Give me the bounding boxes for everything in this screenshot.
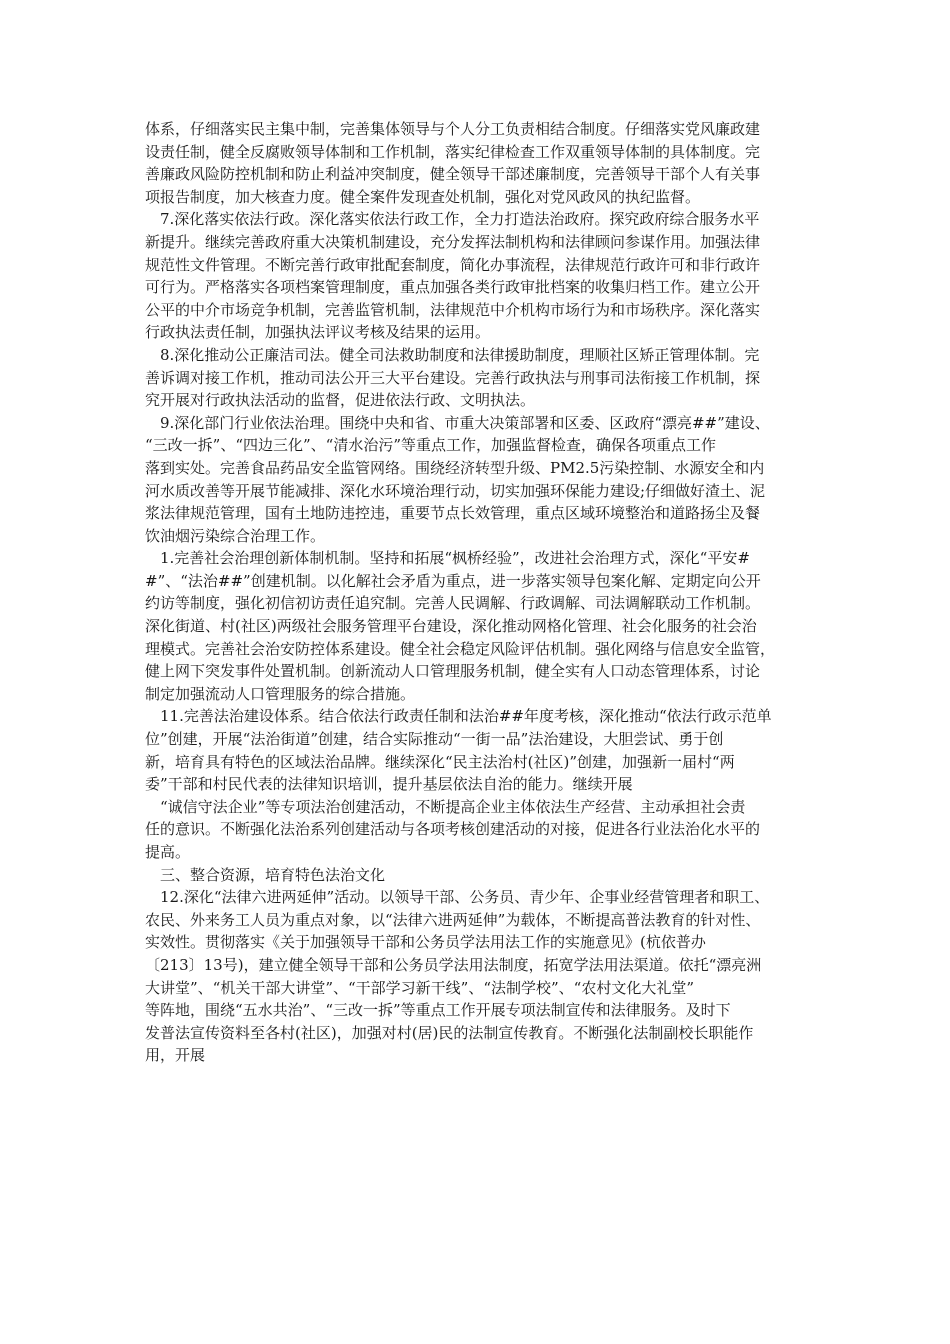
text-line: 可行为。严格落实各项档案管理制度，重点加强各类行政审批档案的收集归档工作。建立公开 xyxy=(145,278,761,297)
text-line: 深化街道、村(社区)两级社会服务管理平台建设，深化推动网格化管理、社会化服务的社会治 xyxy=(145,617,757,636)
text-line: 公平的中介市场竞争机制，完善监管机制，法律规范中介机构市场行为和市场秩序。深化落实 xyxy=(145,300,761,319)
text-line: 健上网下突发事件处置机制。创新流动人口管理服务机制，健全实有人口动态管理体系，讨论 xyxy=(145,662,761,681)
text-line: 大讲堂”、“机关干部大讲堂”、“干部学习新干线”、“法制学校”、“农村文化大礼堂” xyxy=(145,978,695,997)
text-line: 设责任制，健全反腐败领导体制和工作机制，落实纪律检查工作双重领导体制的具体制度。完 xyxy=(145,142,761,161)
text-line: 位”创建，开展“法治街道”创建，结合实际推动“一街一品”法治建设，大胆尝试、勇于创 xyxy=(145,730,724,749)
text-line: 约访等制度，强化初信初访责任追究制。完善人民调解、行政调解、司法调解联动工作机制。 xyxy=(145,594,761,613)
text-line: 12.深化“法律六进两延伸”活动。以领导干部、公务员、青少年、企事业经营管理者和职工、 xyxy=(145,888,770,907)
text-line: 发普法宣传资料至各村(社区)，加强对村(居)民的法制宣传教育。不断强化法制副校长职能作 xyxy=(145,1023,754,1042)
text-line: 11.完善法治建设体系。结合依法行政责任制和法治##年度考核，深化推动“依法行政示范单 xyxy=(145,707,772,726)
text-line: 7.深化落实依法行政。深化落实依法行政工作，全力打造法治政府。探究政府综合服务水平 xyxy=(145,210,760,229)
text-line: 1.完善社会治理创新体制机制。坚持和拓展“枫桥经验”，改进社会治理方式，深化“平安# xyxy=(145,549,750,568)
text-line: 规范性文件管理。不断完善行政审批配套制度，简化办事流程，法律规范行政许可和非行政许 xyxy=(145,255,761,274)
text-line: “三改一拆”、“四边三化”、“清水治污”等重点工作，加强监督检查，确保各项重点工作 xyxy=(145,436,717,455)
text-line: 理模式。完善社会治安防控体系建设。健全社会稳定风险评估机制。强化网络与信息安全监管， xyxy=(145,639,776,658)
text-line: 委”干部和村民代表的法律知识培训，提升基层依法自治的能力。继续开展 xyxy=(145,775,633,794)
text-line: 善诉调对接工作机，推动司法公开三大平台建设。完善行政执法与刑事司法衔接工作机制，探 xyxy=(145,368,761,387)
text-line: #”、“法治##”创建机制。以化解社会矛盾为重点，进一步落实领导包案化解、定期定向公开 xyxy=(145,571,761,590)
text-line: 等阵地，围绕“五水共治”、“三改一拆”等重点工作开展专项法制宣传和法律服务。及时下 xyxy=(145,1001,731,1020)
text-line: 制定加强流动人口管理服务的综合措施。 xyxy=(145,684,416,703)
text-line: 提高。 xyxy=(145,843,191,861)
text-line: “诚信守法企业”等专项法治创建活动，不断提高企业主体依法生产经营、主动承担社会责 xyxy=(145,797,746,816)
text-line: 善廉政风险防控机制和防止利益冲突制度，健全领导干部述廉制度，完善领导干部个人有关事 xyxy=(145,165,761,184)
text-line: 8.深化推动公正廉洁司法。健全司法救助制度和法律援助制度，理顺社区矫正管理体制。完 xyxy=(145,345,760,364)
text-line: 行政执法责任制，加强执法评议考核及结果的运用。 xyxy=(145,323,491,342)
text-line: 项报告制度，加大核查力度。健全案件发现查处机制，强化对党风政风的执纪监督。 xyxy=(145,187,701,206)
text-line: 农民、外来务工人员为重点对象，以“法律六进两延伸”为载体，不断提高普法教育的针对性、 xyxy=(145,910,761,929)
text-line: 〔213〕13号)，建立健全领导干部和公务员学法用法制度，拓宽学法用法渠道。依托“漂亮洲 xyxy=(145,955,762,974)
text-line: 三、整合资源，培育特色法治文化 xyxy=(145,865,386,884)
text-line: 9.深化部门行业依法治理。围绕中央和省、市重大决策部署和区委、区政府“漂亮##”建设、 xyxy=(145,413,770,432)
text-line: 体系，仔细落实民主集中制，完善集体领导与个人分工负责相结合制度。仔细落实党风廉政建 xyxy=(145,120,761,138)
text-line: 新，培育具有特色的区域法治品牌。继续深化“民主法治村(社区)”创建，加强新一届村“两 xyxy=(145,752,735,771)
text-line: 任的意识。不断强化法治系列创建活动与各项考核创建活动的对接，促进各行业法治化水平的 xyxy=(145,820,761,839)
text-line: 饮油烟污染综合治理工作。 xyxy=(145,526,326,545)
text-line: 新提升。继续完善政府重大决策机制建设，充分发挥法制机构和法律顾问参谋作用。加强法律 xyxy=(145,232,761,251)
text-line: 用，开展 xyxy=(145,1046,206,1065)
text-line: 河水质改善等开展节能减排、深化水环境治理行动，切实加强环保能力建设;仔细做好渣土、泥 xyxy=(145,481,766,500)
text-line: 实效性。贯彻落实《关于加强领导干部和公务员学法用法工作的实施意见》(杭依普办 xyxy=(145,933,706,952)
text-line: 究开展对行政执法活动的监督，促进依法行政、文明执法。 xyxy=(145,391,536,410)
text-line: 浆法律规范管理，国有土地防违控违，重要节点长效管理，重点区域环境整治和道路扬尘及餐 xyxy=(145,504,761,523)
document-body xyxy=(145,118,810,1067)
text-line: 落到实处。完善食品药品安全监管网络。围绕经济转型升级、PM2.5污染控制、水源安全和内 xyxy=(145,458,765,477)
